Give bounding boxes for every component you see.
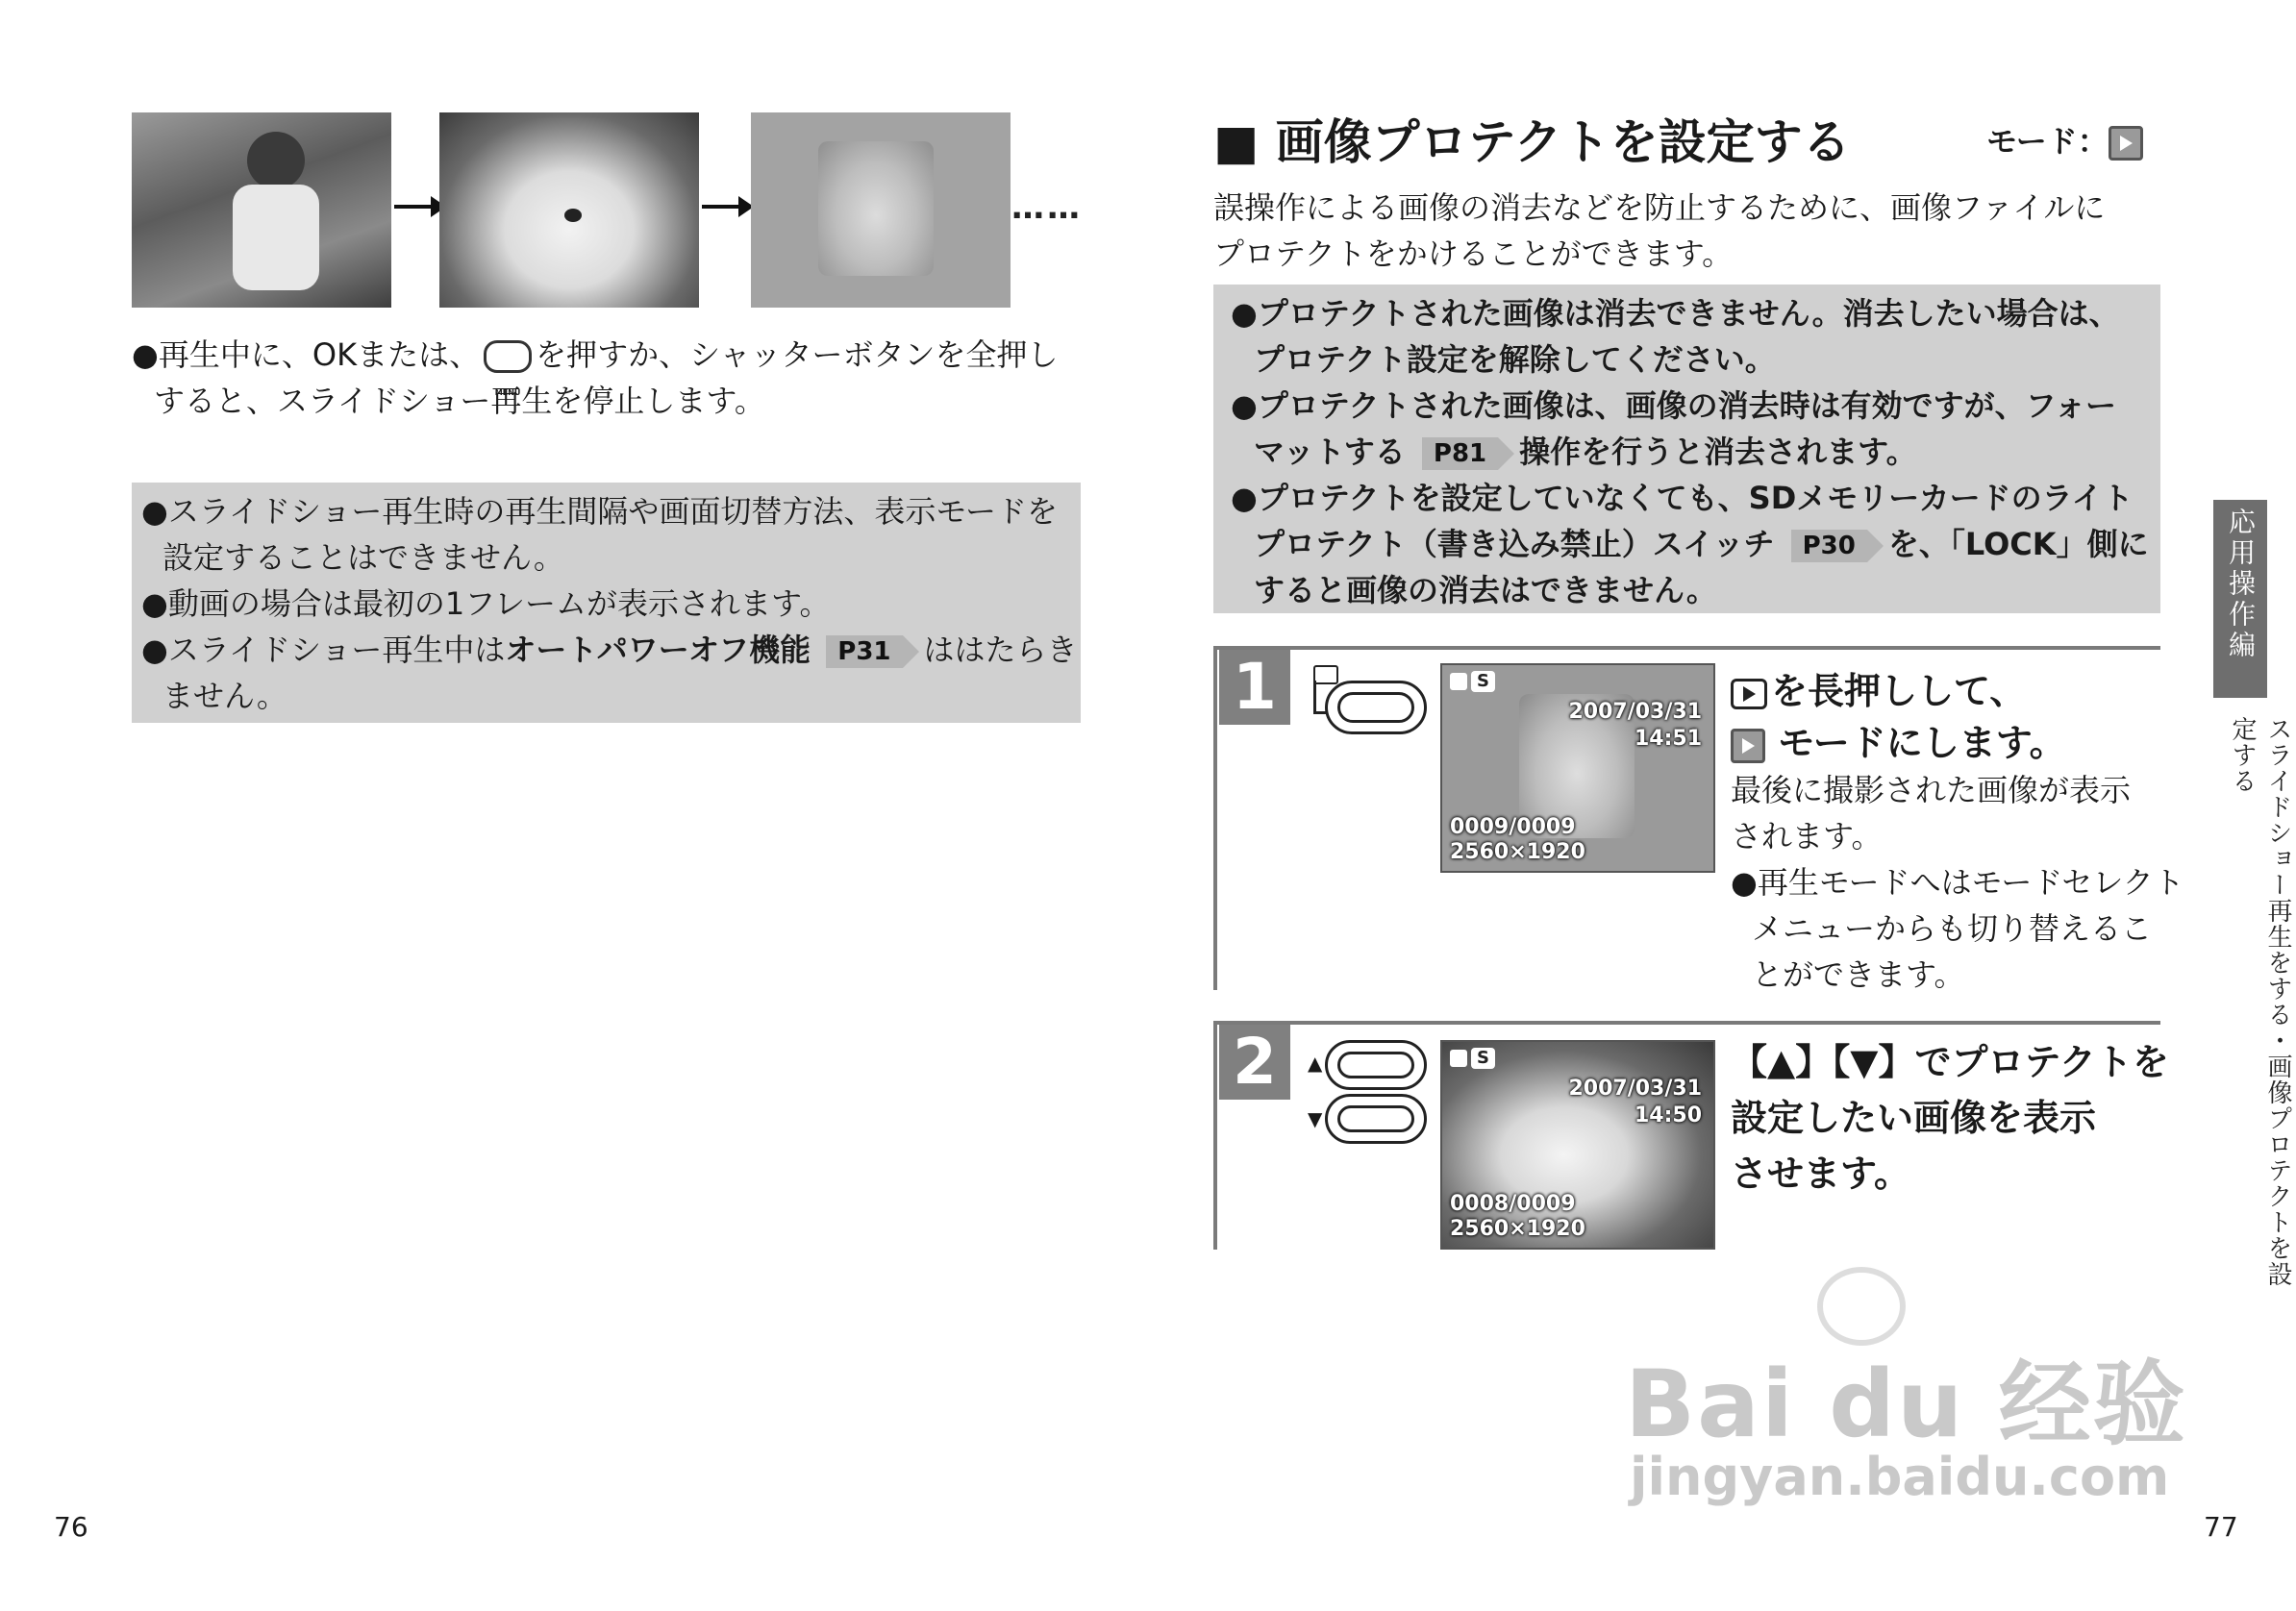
step1-body: 最後に撮影された画像が表示 (1731, 772, 2132, 808)
note-text: ●スライドショー再生中は (141, 632, 506, 668)
osd-time: 14:51 (1634, 727, 1702, 751)
note-line (141, 627, 1078, 673)
step1-bullet: とができます。 (1752, 956, 1965, 993)
photo-baby (751, 112, 1011, 308)
note-line (1254, 521, 2149, 567)
step2-left-rule (1213, 1021, 1217, 1250)
mode-indicator (1986, 117, 2143, 161)
note-line: ●プロテクトを設定していなくても、SDメモリーカードのライト (1231, 480, 2134, 516)
note-line: すると画像の消去はできません。 (1254, 572, 1717, 608)
play-button-icon (1731, 679, 1767, 709)
play-button-bracket (1313, 681, 1326, 714)
down-arrow-icon: ▼ (1308, 1107, 1323, 1130)
osd-time: 14:50 (1634, 1103, 1702, 1128)
note-line: ません。 (162, 678, 287, 714)
menu-button-icon (484, 340, 532, 373)
format-term: マットする (1254, 434, 1406, 470)
up-arrow-icon: ▲ (1308, 1052, 1323, 1075)
auto-power-off-term: オートパワーオフ機能 (505, 632, 811, 668)
side-section-label: スライドショー再生をする・画像プロテクトを設定する (2228, 716, 2292, 1287)
step2-heading-line: 【▲】【▼】でプロテクトを (1731, 1041, 2169, 1083)
step-number-2: 2 (1219, 1025, 1290, 1100)
note-text: ははたらき (923, 632, 1078, 668)
step1-heading-text: モードにします。 (1778, 722, 2066, 764)
step1-top-rule (1213, 646, 2160, 650)
right-note-box (1213, 285, 2160, 613)
protect-icon (1450, 673, 1467, 690)
playback-mode-icon (1731, 729, 1765, 763)
photo-runner (132, 112, 391, 308)
up-button-icon (1325, 1040, 1427, 1090)
lcd-screen-step2 (1440, 1040, 1715, 1250)
arrow-right-icon (702, 205, 740, 209)
mode-label: モード： (1986, 123, 2109, 160)
note-text: 操作を行うと消去されます。 (1519, 434, 1917, 470)
paw-watermark-icon (1817, 1267, 1906, 1346)
lcd-screen-step1 (1440, 663, 1715, 873)
note-line: プロテクト設定を解除してください。 (1254, 341, 1776, 378)
step2-heading-line: 設定したい画像を表示 (1731, 1097, 2097, 1139)
step2-heading (1731, 1034, 2169, 1202)
intro-line: 誤操作による画像の消去などを防止するために、画像ファイルに (1213, 189, 2106, 226)
step1-heading-line1 (1731, 665, 2026, 717)
osd-file-count: 0009/0009 (1450, 815, 1576, 839)
step1-heading-line2 (1731, 717, 2066, 769)
protect-icon (1450, 1050, 1467, 1067)
osd-date: 2007/03/31 (1568, 700, 1702, 724)
continuation-dots: …… (1011, 188, 1083, 227)
quality-badge: S (1471, 1048, 1495, 1069)
step1-bullet: ●再生モードへはモードセレクト (1731, 864, 2184, 901)
note-line (1231, 383, 2116, 429)
stop-note-line2: すると、スライドショー再生を停止します。 (154, 383, 765, 419)
left-note-box (132, 483, 1081, 723)
chapter-tab[interactable] (2213, 500, 2267, 698)
note-line: 設定することはできません。 (162, 539, 564, 576)
page-ref-p30[interactable]: P30 (1791, 530, 1867, 562)
chapter-tab-label: 応用操作編 (2225, 508, 2257, 661)
down-button-icon (1325, 1094, 1427, 1144)
watermark-logo: Bai du 经验 (1625, 1351, 2187, 1458)
page-ref-p31[interactable]: P31 (826, 635, 902, 668)
page-number-left: 76 (54, 1511, 88, 1543)
note-text: を、「LOCK」側に (1887, 526, 2149, 562)
step1-heading-text: を長押しして、 (1771, 670, 2027, 712)
photo-dog (439, 112, 699, 308)
step1-left-rule (1213, 646, 1217, 990)
play-button-icon (1325, 681, 1427, 734)
section-title: ■ 画像プロテクトを設定する (1213, 114, 1851, 170)
page-ref-p81[interactable]: P81 (1422, 437, 1498, 470)
step1-body: されます。 (1731, 818, 1883, 855)
note-text: プロテクト（書き込み禁止）スイッチ (1254, 526, 1775, 562)
stop-note-line1 (132, 332, 1058, 378)
note-text: ●プロテクトされた画像は、画像の消去時は有効ですが、 (1231, 387, 2026, 424)
osd-image-size: 2560×1920 (1450, 840, 1585, 864)
note-line: ●スライドショー再生時の再生間隔や画面切替方法、表示モードを (141, 493, 1059, 530)
stop-note-text: ●再生中に、OKまたは、 (132, 336, 481, 373)
step1-bullet: メニューからも切り替えるこ (1752, 910, 2153, 947)
watermark-url: jingyan.baidu.com (1630, 1447, 2170, 1507)
note-line: ●動画の場合は最初の1フレームが表示されます。 (141, 585, 831, 622)
note-line: ●プロテクトされた画像は消去できません。消去したい場合は、 (1231, 295, 2120, 332)
stop-note-text: を押すか、シャッターボタンを全押し (536, 336, 1059, 373)
page-number-right: 77 (2204, 1511, 2238, 1543)
note-line (1254, 429, 1917, 475)
intro-line: プロテクトをかけることができます。 (1213, 235, 1734, 272)
arrow-right-icon (394, 205, 433, 209)
quality-badge: S (1471, 671, 1495, 692)
step2-top-rule (1213, 1021, 2160, 1025)
playback-mode-icon (2109, 126, 2143, 161)
osd-image-size: 2560×1920 (1450, 1217, 1585, 1241)
osd-date: 2007/03/31 (1568, 1077, 1702, 1101)
step-number-1: 1 (1219, 650, 1290, 725)
osd-file-count: 0008/0009 (1450, 1192, 1576, 1216)
step2-heading-line: させます。 (1731, 1152, 1910, 1195)
format-term: フォー (2025, 387, 2117, 424)
